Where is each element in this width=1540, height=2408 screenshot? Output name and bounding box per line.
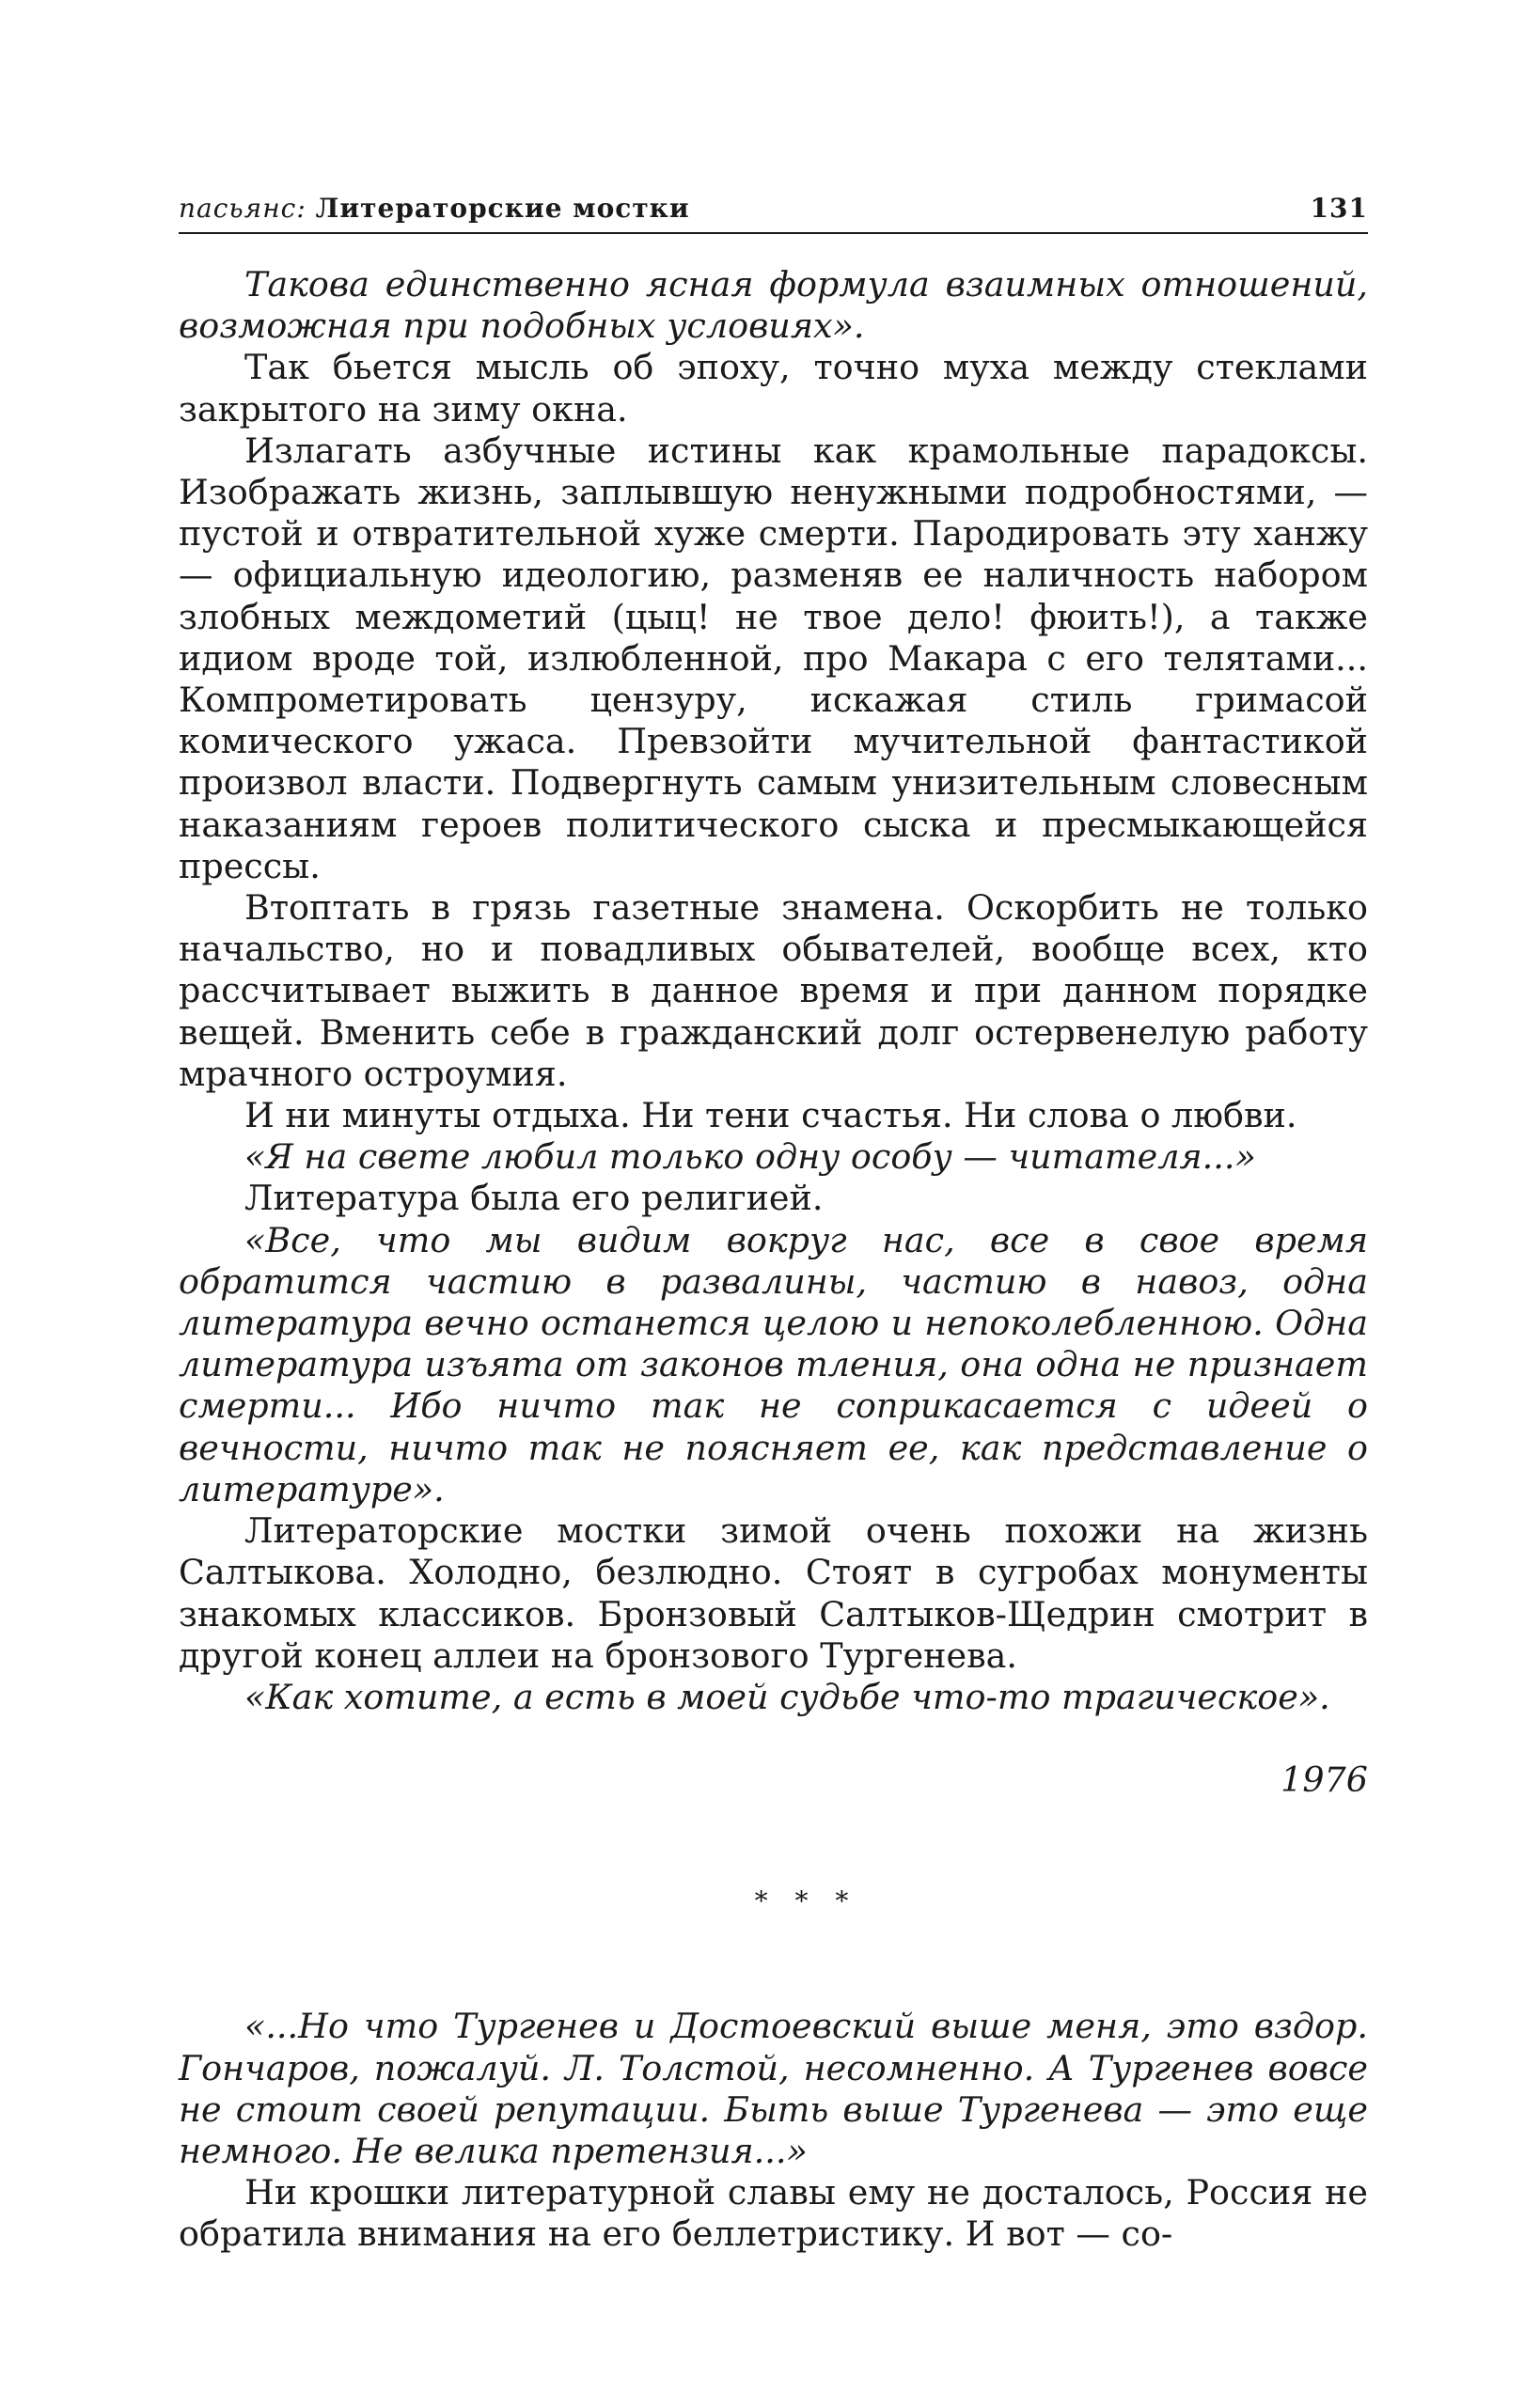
body-text-after [179,2006,1368,2255]
page-number: 131 [1310,193,1368,224]
paragraph: «Я на свете любил только одну особу — читателя...» [244,1136,1256,1178]
paragraph: «Все, что мы видим вокруг нас, все в свое время обратится частию в развалины, частию в навоз, одна литература вечно останется целою и непоколебленною. Одна литература изъята от законов тления, она одна не признает смерти... Ибо ничто так не соприкасается с идеей о вечности, ничто так не поясняет ее, как представление о литературе». [179,1219,1368,1509]
chapter-title: Литераторские мостки [315,193,690,224]
running-head-title [179,193,690,224]
paragraph: Ни крошки литературной славы ему не досталось, Россия не обратила внимания на его беллетристику. И вот — со- [179,2172,1368,2255]
paragraph: Литература была его религией. [244,1178,824,1219]
paragraph: «Как хотите, а есть в моей судьбе что-то трагическое». [244,1676,1330,1717]
running-head [179,193,1368,234]
book-page [179,193,1368,2256]
paragraph: И ни минуты отдыха. Ни тени счастья. Ни слова о любви. [244,1095,1297,1136]
paragraph: Излагать азбучные истины как крамольные парадоксы. Изображать жизнь, заплывшую ненужными подробностями, — пустой и отвратительной хуже смерти. Пародировать эту ханжу — официальную идеологию, разменяв ее наличность набором злобных междометий (цыц! не твое дело! фюить!), а также идиом вроде той, излюбленной, про Макара с его телятами... Компрометировать цензуру, искажая стиль гримасой комического ужаса. Превзойти мучительной фантастикой произвол власти. Подвергнуть самым унизительным словесным наказаниям героев политического сыска и пресмыкающейся прессы. [179,430,1368,886]
paragraph: Так бьется мысль об эпоху, точно муха между стеклами закрытого на зиму окна. [179,347,1368,430]
paragraph: Такова единственно ясная формула взаимных отношений, возможная при подобных условиях». [179,264,1368,347]
paragraph: «...Но что Тургенев и Достоевский выше меня, это вздор. Гончаров, пожалуй. Л. Толстой, несомненно. А Тургенев вовсе не стоит своей репутации. Быть выше Тургенева — это еще немного. Не велика претензия...» [179,2006,1368,2171]
date-line: 1976 [1281,1759,1368,1801]
body-text-before [179,264,1368,1718]
paragraph: Втоптать в грязь газетные знамена. Оскорбить не только начальство, но и повадливых обывателей, вообще всех, кто рассчитывает выжить в данное время и при данном порядке вещей. Вменить себе в гражданский долг остервенелую работу мрачного остроумия. [179,887,1368,1094]
section-separator: * * * [754,1885,858,1917]
paragraph: Литераторские мостки зимой очень похожи на жизнь Салтыкова. Холодно, безлюдно. Стоят в сугробах монументы знакомых классиков. Бронзовый Салтыков-Щедрин смотрит в другой конец аллеи на бронзового Тургенева. [179,1510,1368,1676]
section-label: пасьянс: [179,193,316,224]
